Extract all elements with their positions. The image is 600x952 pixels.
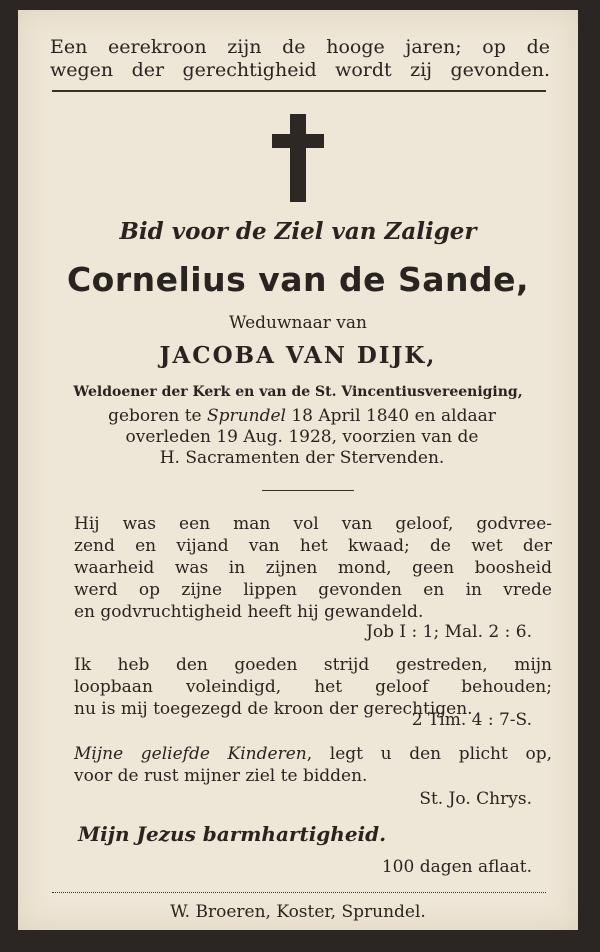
top-rule <box>52 90 546 92</box>
section-divider <box>262 490 354 491</box>
spouse-name: JACOBA VAN DIJK, <box>159 342 437 369</box>
printer-credit: W. Broeren, Koster, Sprundel. <box>170 902 426 922</box>
motto-text <box>50 36 550 82</box>
sacraments-line: H. Sacramenten der Stervenden. <box>159 448 445 468</box>
death-line: overleden 19 Aug. 1928, voorzien van de <box>125 427 479 447</box>
memorial-card <box>18 10 578 930</box>
birthplace: Sprundel <box>207 406 286 426</box>
children-exhortation: Mijne geliefde Kinderen, legt u den plicht op, voor de rust mijner ziel te bidden. <box>74 744 552 786</box>
motto-line: Een eerekroon zijn de hooge jaren; op de <box>50 36 550 58</box>
scripture-reference: Job I : 1; Mal. 2 : 6. <box>366 622 532 642</box>
deceased-name: Cornelius van de Sande, <box>66 260 530 299</box>
motto-line: wegen der gerechtigheid wordt zij gevonden. <box>50 59 550 81</box>
dotted-divider <box>52 892 546 893</box>
closing-prayer: Mijn Jezus barmhartigheid. <box>78 822 387 846</box>
birth-line: geboren te Sprundel 18 April 1840 en aldaar <box>108 406 496 426</box>
indulgence-note: 100 dagen aflaat. <box>381 857 532 877</box>
scripture-reference: 2 Tim. 4 : 7-S. <box>411 710 532 730</box>
biography <box>52 406 552 469</box>
verse-paragraph-2: Ik heb den goeden strijd gestreden, mijn loopbaan voleindigd, het geloof behouden; nu is mij toegezegd de kroon der gerechtigen. <box>74 655 552 719</box>
widower-of-label: Weduwnaar van <box>229 313 367 333</box>
benefactor-line: Weldoener der Kerk en van de St. Vincentiusvereeniging, <box>73 384 523 400</box>
verse-paragraph-1: Hij was een man vol van geloof, godvree- zend en vijand van het kwaad; de wet der waarheid was in zijnen mond, geen boosheid werd op zijne lippen gevonden en in vrede en godvruchtigheid heeft hij gewandeld. <box>74 514 552 622</box>
prayer-heading: Bid voor de Ziel van Zaliger <box>119 218 477 245</box>
quote-attribution: St. Jo. Chrys. <box>419 789 532 809</box>
